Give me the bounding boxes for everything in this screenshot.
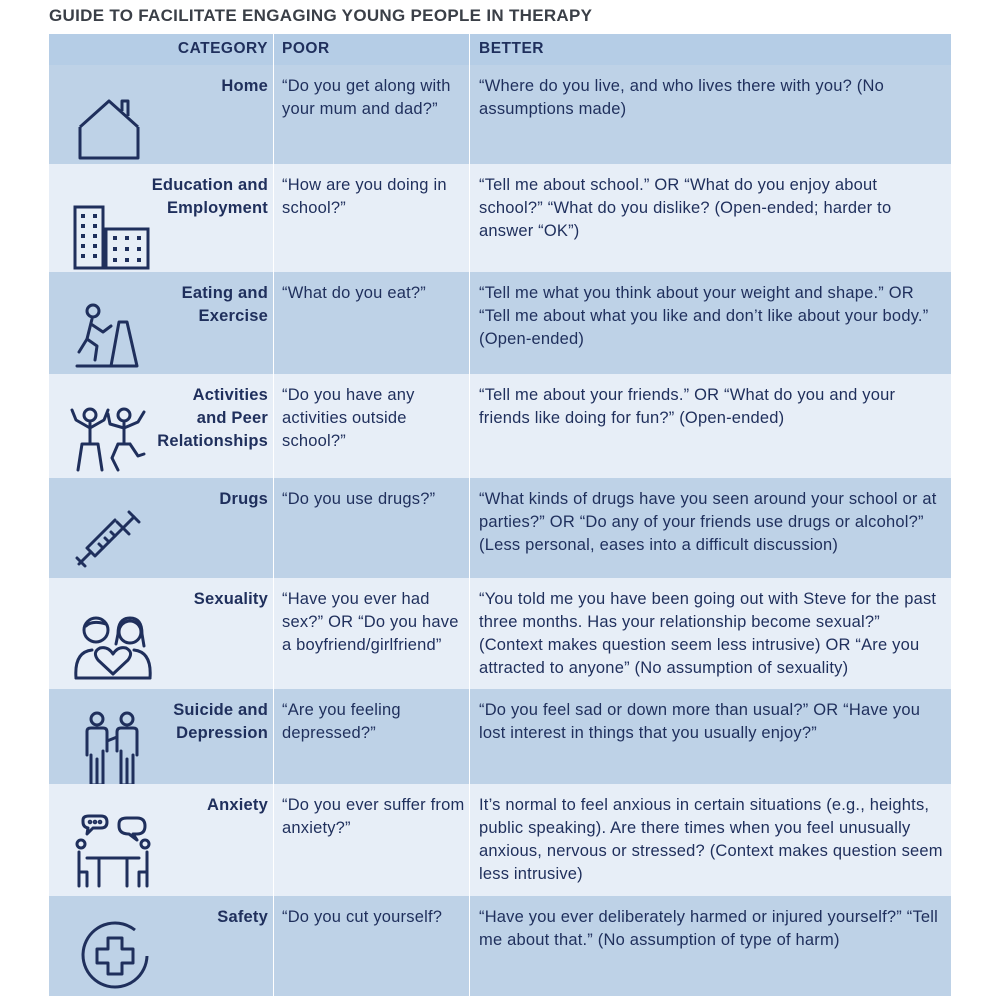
better-cell: “Have you ever deliberately harmed or injured yourself?” “Tell me about that.” (No assumption of type of harm) <box>469 896 951 996</box>
category-label: Education and Employment <box>151 176 268 217</box>
category-label: Eating and Exercise <box>181 284 268 325</box>
header-category <box>49 34 273 65</box>
table-row <box>49 896 951 996</box>
conversation-table-icon <box>75 814 151 890</box>
category-label: Activities and Peer Relationships <box>157 386 268 450</box>
header-poor: POOR <box>273 34 469 65</box>
category-cell <box>49 689 273 784</box>
better-cell: “Tell me about school.” OR “What do you enjoy about school?” “What do you dislike? (Open-ended; harder to answer “OK”) <box>469 164 951 272</box>
table-row <box>49 374 951 478</box>
better-cell: “You told me you have been going out with Steve for the past three months. Has your relationship become sexual?” (Context makes question seem less intrusive) OR “Are you attracted to anyone” (No assumption of sexuality) <box>469 578 951 689</box>
table-row <box>49 65 951 164</box>
category-label: Drugs <box>219 490 268 508</box>
table-header <box>49 34 951 65</box>
guide-table <box>49 34 951 996</box>
category-cell <box>49 374 273 478</box>
poor-cell: “What do you eat?” <box>273 272 469 374</box>
syringe-icon <box>75 504 147 576</box>
better-cell: “Do you feel sad or down more than usual?” OR “Have you lost interest in things that you usually enjoy?” <box>469 689 951 784</box>
table-row <box>49 272 951 374</box>
category-cell <box>49 478 273 578</box>
dancing-people-icon <box>68 406 148 474</box>
category-cell <box>49 272 273 374</box>
poor-cell: “Have you ever had sex?” OR “Do you have a boyfriend/girlfriend” <box>273 578 469 689</box>
poor-cell: “Are you feeling depressed?” <box>273 689 469 784</box>
poor-cell: “Do you get along with your mum and dad?” <box>273 65 469 164</box>
header-better: BETTER <box>469 34 951 65</box>
category-label: Sexuality <box>193 590 268 608</box>
two-people-support-icon <box>81 711 143 787</box>
poor-cell: “Do you use drugs?” <box>273 478 469 578</box>
better-cell: “What kinds of drugs have you seen around your school or at parties?” OR “Do any of your friends use drugs or alcohol?” (Less personal, eases into a difficult discussion) <box>469 478 951 578</box>
category-cell <box>49 578 273 689</box>
category-cell <box>49 65 273 164</box>
house-icon <box>76 95 142 161</box>
category-label: Suicide and Depression <box>173 701 268 742</box>
poor-cell: “How are you doing in school?” <box>273 164 469 272</box>
table-row <box>49 784 951 896</box>
table-row <box>49 689 951 784</box>
category-label: Home <box>221 77 268 95</box>
poor-cell: “Do you ever suffer from anxiety?” <box>273 784 469 896</box>
page-title: GUIDE TO FACILITATE ENGAGING YOUNG PEOPLE IN THERAPY <box>49 6 593 25</box>
table-row <box>49 478 951 578</box>
category-cell <box>49 164 273 272</box>
poor-cell: “Do you have any activities outside school?” <box>273 374 469 478</box>
header-category-label: CATEGORY <box>177 40 268 57</box>
category-cell <box>49 896 273 996</box>
treadmill-runner-icon <box>73 302 143 372</box>
medical-cross-icon <box>77 918 153 994</box>
better-cell: It’s normal to feel anxious in certain situations (e.g., heights, public speaking). Are there times when you feel unusually anxious, nervous or stressed? (Context makes question seem less intrusive) <box>469 784 951 896</box>
category-label: Safety <box>217 908 268 926</box>
couple-heart-icon <box>72 612 154 682</box>
better-cell: “Tell me what you think about your weight and shape.” OR “Tell me about what you like and don’t like about your body.” (Open-ended) <box>469 272 951 374</box>
better-cell: “Where do you live, and who lives there with you? (No assumptions made) <box>469 65 951 164</box>
better-cell: “Tell me about your friends.” OR “What do you and your friends like doing for fun?” (Open-ended) <box>469 374 951 478</box>
category-label: Anxiety <box>206 796 268 814</box>
category-cell <box>49 784 273 896</box>
poor-cell: “Do you cut yourself? <box>273 896 469 996</box>
table-row <box>49 164 951 272</box>
table-row <box>49 578 951 689</box>
buildings-icon <box>72 204 150 270</box>
